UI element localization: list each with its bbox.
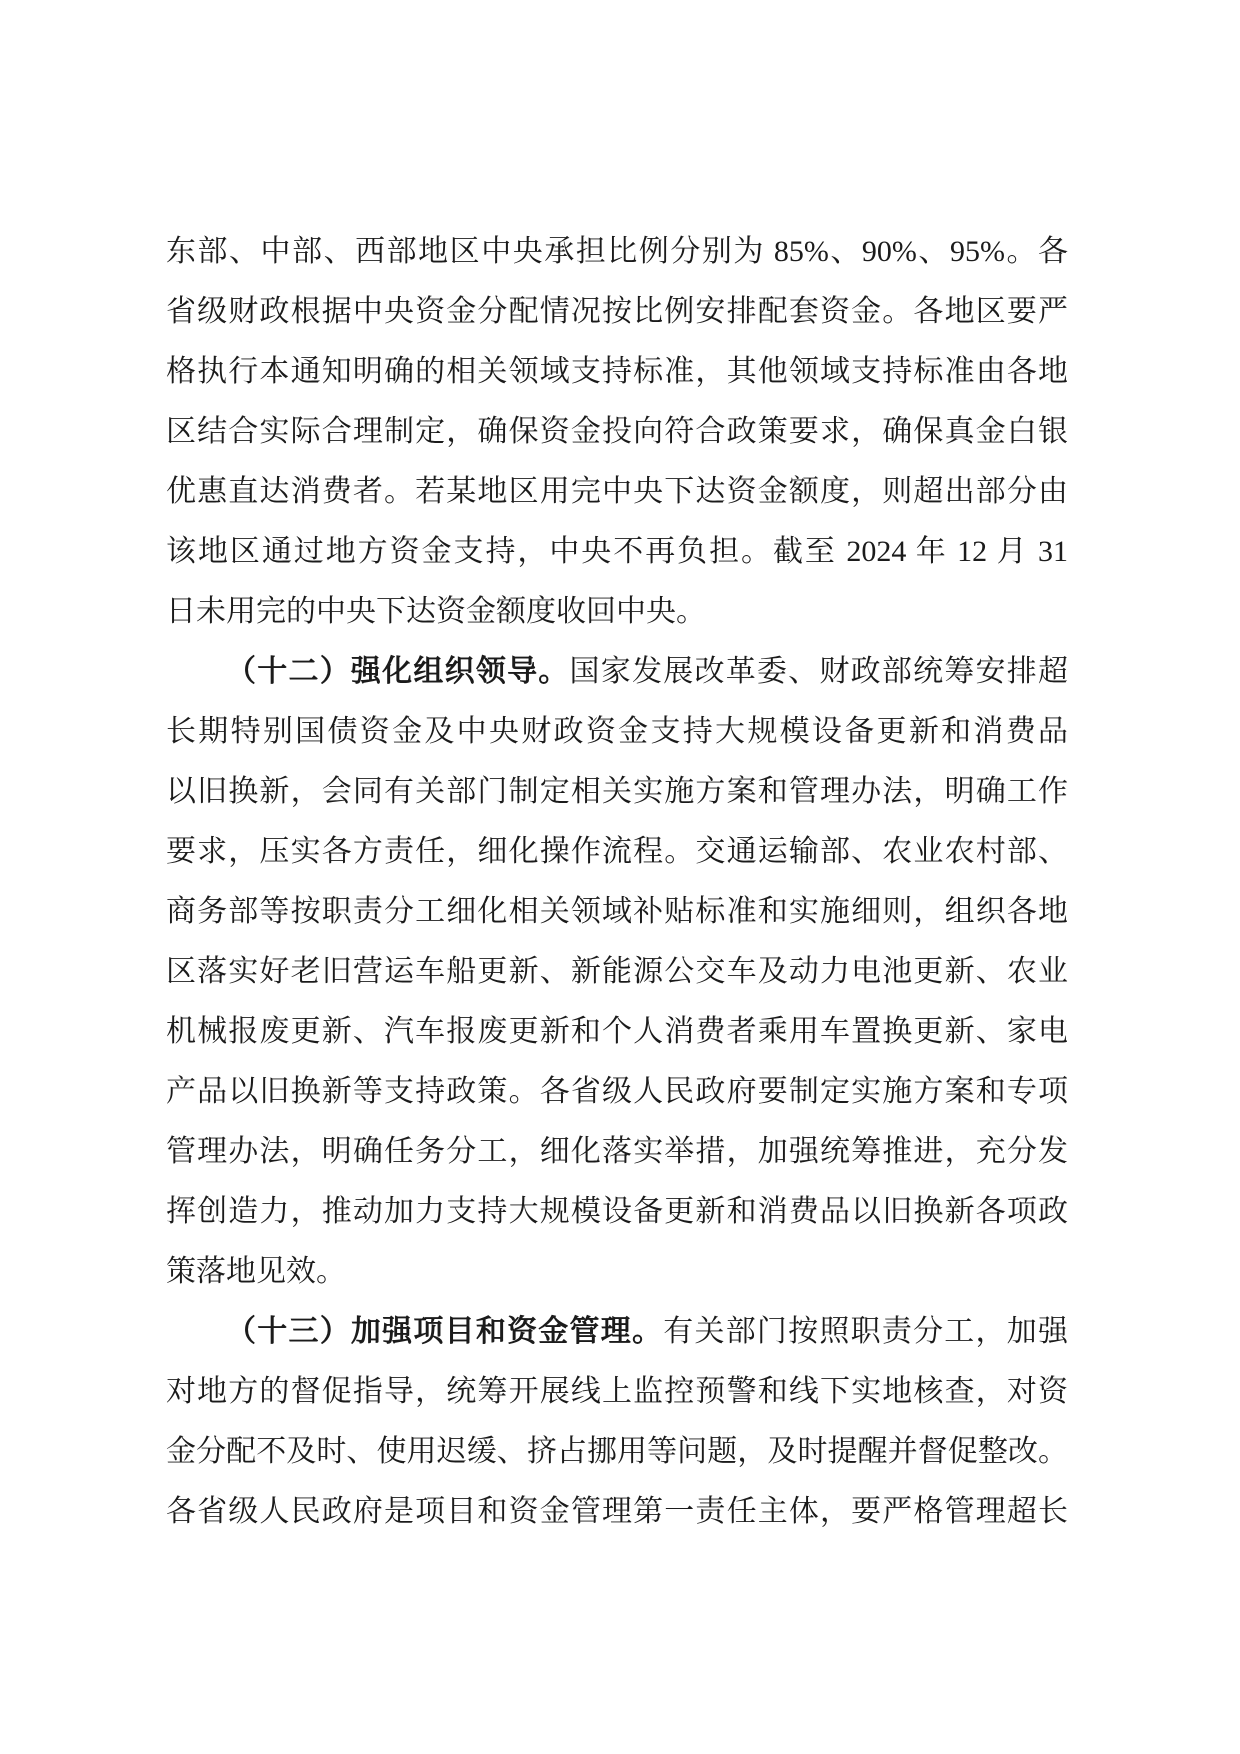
text-line: [166, 1362, 1068, 1422]
line-text: 对地方的督促指导，统筹开展线上监控预警和线下实地核查，对资: [166, 1375, 1068, 1408]
text-line: [166, 402, 1068, 462]
line-text: 日未用完的中央下达资金额度收回中央。: [166, 595, 706, 628]
text-line: [166, 642, 1068, 702]
line-text: 挥创造力，推动加力支持大规模设备更新和消费品以旧换新各项政: [166, 1195, 1068, 1228]
text-line: [166, 1302, 1068, 1362]
text-line: [166, 762, 1068, 822]
line-text: 区结合实际合理制定，确保资金投向符合政策要求，确保真金白银: [166, 415, 1068, 448]
line-text: 区落实好老旧营运车船更新、新能源公交车及动力电池更新、农业: [166, 955, 1068, 988]
paragraph: [166, 1302, 1068, 1542]
line-text: 格执行本通知明确的相关领域支持标准，其他领域支持标准由各地: [166, 355, 1068, 388]
line-text: 优惠直达消费者。若某地区用完中央下达资金额度，则超出部分由: [166, 475, 1068, 508]
line-text: 商务部等按职责分工细化相关领域补贴标准和实施细则，组织各地: [166, 895, 1068, 928]
section-heading: （十二）强化组织领导。: [226, 655, 570, 688]
text-line: [166, 282, 1068, 342]
text-line: [166, 522, 1068, 582]
text-line: [166, 1122, 1068, 1182]
text-line: [166, 582, 1068, 642]
text-line: [166, 702, 1068, 762]
text-line: [166, 1422, 1068, 1482]
line-text: 管理办法，明确任务分工，细化落实举措，加强统筹推进，充分发: [166, 1135, 1068, 1168]
text-line: [166, 882, 1068, 942]
line-text: 该地区通过地方资金支持，中央不再负担。截至 2024 年 12 月 31: [166, 535, 1068, 568]
text-line: [166, 942, 1068, 1002]
line-text: 省级财政根据中央资金分配情况按比例安排配套资金。各地区要严: [166, 295, 1068, 328]
paragraph: [166, 642, 1068, 1302]
text-line: [166, 1182, 1068, 1242]
paragraph: [166, 222, 1068, 642]
line-text: 长期特别国债资金及中央财政资金支持大规模设备更新和消费品: [166, 715, 1068, 748]
text-line: [166, 822, 1068, 882]
line-text: 东部、中部、西部地区中央承担比例分别为 85%、90%、95%。各: [166, 235, 1068, 268]
line-text: 金分配不及时、使用迟缓、挤占挪用等问题，及时提醒并督促整改。: [166, 1435, 1068, 1468]
text-line: [166, 1242, 1068, 1302]
text-line: [166, 1482, 1068, 1542]
section-heading: （十三）加强项目和资金管理。: [226, 1315, 664, 1348]
document-body: [166, 222, 1068, 1542]
line-text: 产品以旧换新等支持政策。各省级人民政府要制定实施方案和专项: [166, 1075, 1068, 1108]
line-text: 以旧换新，会同有关部门制定相关实施方案和管理办法，明确工作: [166, 775, 1068, 808]
line-text: 国家发展改革委、财政部统筹安排超: [569, 655, 1069, 688]
line-text: 策落地见效。: [166, 1255, 346, 1288]
text-line: [166, 462, 1068, 522]
line-text: 机械报废更新、汽车报废更新和个人消费者乘用车置换更新、家电: [166, 1015, 1068, 1048]
line-text: 各省级人民政府是项目和资金管理第一责任主体，要严格管理超长: [166, 1495, 1068, 1528]
text-line: [166, 1062, 1068, 1122]
text-line: [166, 1002, 1068, 1062]
text-line: [166, 222, 1068, 282]
line-text: 有关部门按照职责分工，加强: [663, 1315, 1069, 1348]
text-line: [166, 342, 1068, 402]
line-text: 要求，压实各方责任，细化操作流程。交通运输部、农业农村部、: [166, 835, 1068, 868]
